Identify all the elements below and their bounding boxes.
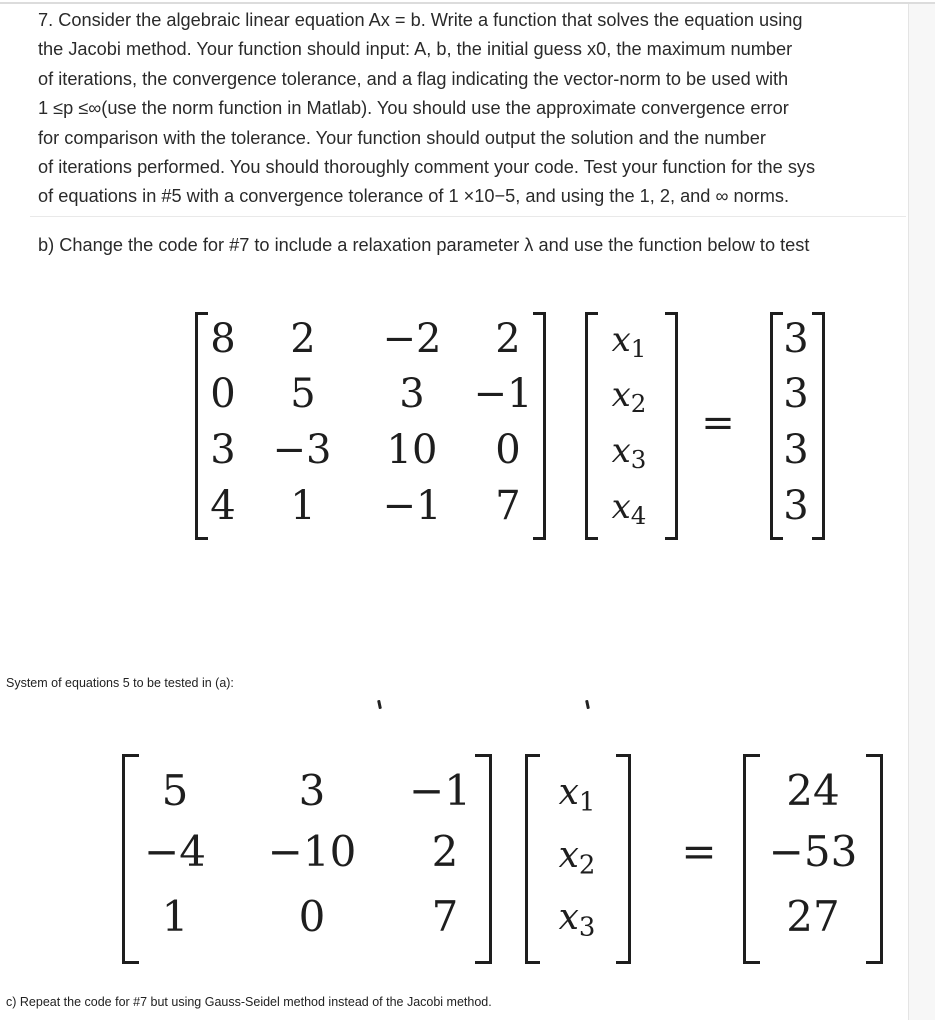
matrix-5-cell: 2: [431, 827, 459, 876]
vector-b-entry: 3: [783, 316, 809, 362]
matrix-a-cell: −1: [473, 371, 533, 417]
matrix-5-cell: 0: [298, 892, 326, 941]
part-b-text: b) Change the code for #7 to include a relaxation parameter λ and use the function below to test: [38, 235, 810, 255]
matrix-5-cell: −4: [144, 827, 206, 876]
matrix-a-cell: −2: [382, 316, 442, 362]
matrix-a-cell: −3: [272, 427, 332, 473]
matrix-a-cell: 3: [210, 427, 236, 473]
question-7-line: of iterations performed. You should thoroughly comment your code. Test your function for the sys: [38, 156, 816, 177]
question-7-line: for comparison with the tolerance. Your function should output the solution and the number: [38, 127, 766, 148]
matrix-a-cell: 0: [495, 427, 521, 473]
matrix-a-cell: 7: [495, 483, 521, 529]
vector-5-b-entry: 27: [786, 892, 840, 941]
vector-x-entry: $x_2$: [611, 375, 647, 419]
question-7-line: the Jacobi method. Your function should input: A, b, the initial guess x0, the maximum number: [38, 39, 793, 60]
matrix-a-cell: 1: [290, 483, 316, 529]
equals-sign: =: [701, 400, 735, 446]
matrix-a-cell: 4: [210, 483, 236, 529]
matrix-5-cell: 3: [298, 766, 326, 815]
vector-5-x-entry: $x_2$: [558, 835, 596, 881]
vector-b-entry: 3: [783, 427, 809, 473]
matrix-a-cell: 8: [210, 316, 236, 362]
matrix-5-cell: 7: [431, 892, 459, 941]
equals-sign: =: [681, 827, 717, 876]
vector-x-entry: $x_1$: [611, 320, 647, 364]
vector-b-entry: 3: [783, 483, 809, 529]
vector-5-x-entry: $x_1$: [558, 772, 596, 818]
matrix-a-cell: −1: [382, 483, 442, 529]
part-c-text: c) Repeat the code for #7 but using Gauss-Seidel method instead of the Jacobi method.: [6, 995, 492, 1009]
question-7-line: 1 ≤p ≤∞(use the norm function in Matlab). You should use the approximate convergence error: [38, 98, 789, 119]
matrix-a-cell: 5: [290, 371, 316, 417]
vector-5-b-entry: 24: [786, 766, 840, 815]
question-7-line: of equations in #5 with a convergence tolerance of 1 ×10−5, and using the 1, 2, and ∞ norms.: [38, 186, 790, 207]
matrix-5-cell: −10: [267, 827, 357, 876]
matrix-5-cell: 1: [161, 892, 189, 941]
matrix-a-cell: 2: [290, 316, 316, 362]
matrix-5-cell: 5: [161, 766, 189, 815]
question-7-line: 7. Consider the algebraic linear equation Ax = b. Write a function that solves the equation using: [38, 10, 803, 30]
vector-x-entry: $x_3$: [611, 431, 647, 475]
matrix-5-cell: −1: [409, 766, 471, 815]
question-7-line: of iterations, the convergence tolerance, and a flag indicating the vector-norm to be used with: [38, 68, 789, 89]
matrix-a-cell: 0: [210, 371, 236, 417]
matrix-a-cell: 2: [495, 316, 521, 362]
vector-b-entry: 3: [783, 371, 809, 417]
vector-x-entry: $x_4$: [611, 487, 647, 531]
system-5-label: System of equations 5 to be tested in (a):: [6, 676, 234, 690]
vector-5-x-entry: $x_3$: [558, 897, 596, 943]
matrix-a-cell: 3: [399, 371, 425, 417]
matrix-a-cell: 10: [386, 427, 438, 473]
vector-5-b-entry: −53: [768, 827, 858, 876]
